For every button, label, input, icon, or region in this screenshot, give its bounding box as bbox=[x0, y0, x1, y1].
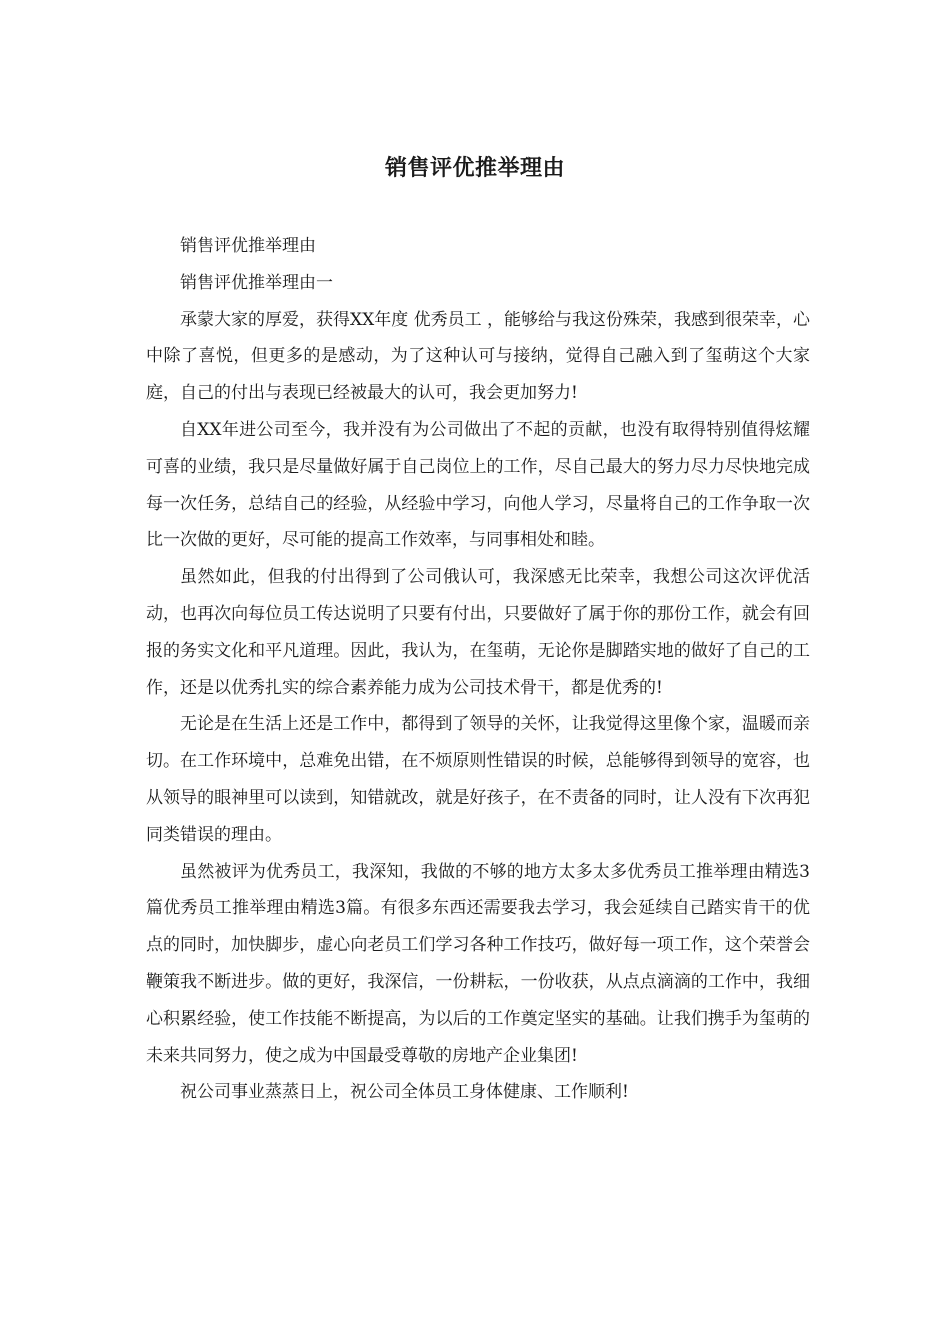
paragraph: 虽然如此，但我的付出得到了公司俄认可，我深感无比荣幸，我想公司这次评优活动，也再次向每位员工传达说明了只要有付出，只要做好了属于你的那份工作，就会有回报的务实文化和平凡道理。因此，我认为，在玺萌，无论你是脚踏实地的做好了自己的工作，还是以优秀扎实的综合素养能力成为公司技术骨干，都是优秀的! bbox=[146, 567, 810, 698]
document-body bbox=[146, 228, 810, 1111]
paragraph: 承蒙大家的厚爱，获得XX年度 优秀员工 ，能够给与我这份殊荣，我感到很荣幸，心中除了喜悦，但更多的是感动，为了这种认可与接纳，觉得自己融入到了玺萌这个大家庭，自己的付出与表现已经被最大的认可，我会更加努力! bbox=[146, 309, 811, 404]
paragraph-subheading: 销售评优推举理由一 bbox=[180, 272, 333, 293]
paragraph-heading: 销售评优推举理由 bbox=[180, 236, 316, 256]
paragraph-closing: 祝公司事业蒸蒸日上，祝公司全体员工身体健康、工作顺利! bbox=[180, 1082, 629, 1103]
document-title: 销售评优推举理由 bbox=[384, 155, 565, 181]
paragraph: 自XX年进公司至今，我并没有为公司做出了不起的贡献，也没有取得特别值得炫耀可喜的业绩，我只是尽量做好属于自己岗位上的工作，尽自己最大的努力尽力尽快地完成每一次任务，总结自己的经验，从经验中学习，向他人学习，尽量将自己的工作争取一次比一次做的更好，尽可能的提高工作效率，与同事相处和睦。 bbox=[146, 419, 810, 551]
paragraph: 无论是在生活上还是工作中，都得到了领导的关怀，让我觉得这里像个家，温暖而亲切。在工作环境中，总难免出错，在不烦原则性错误的时候，总能够得到领导的宽容，也从领导的眼神里可以读到，知错就改，就是好孩子，在不责备的同时，让人没有下次再犯同类错误的理由。 bbox=[146, 714, 810, 845]
paragraph: 虽然被评为优秀员工，我深知，我做的不够的地方太多太多优秀员工推举理由精选3篇优秀员工推举理由精选3篇。有很多东西还需要我去学习，我会延续自己踏实肯干的优点的同时，加快脚步，虚心向老员工们学习各种工作技巧，做好每一项工作，这个荣誉会鞭策我不断进步。做的更好，我深信，一份耕耘，一份收获，从点点滴滴的工作中，我细心积累经验，使工作技能不断提高，为以后的工作奠定坚实的基础。让我们携手为玺萌的未来共同努力，使之成为中国最受尊敬的房地产企业集团! bbox=[146, 861, 810, 1066]
